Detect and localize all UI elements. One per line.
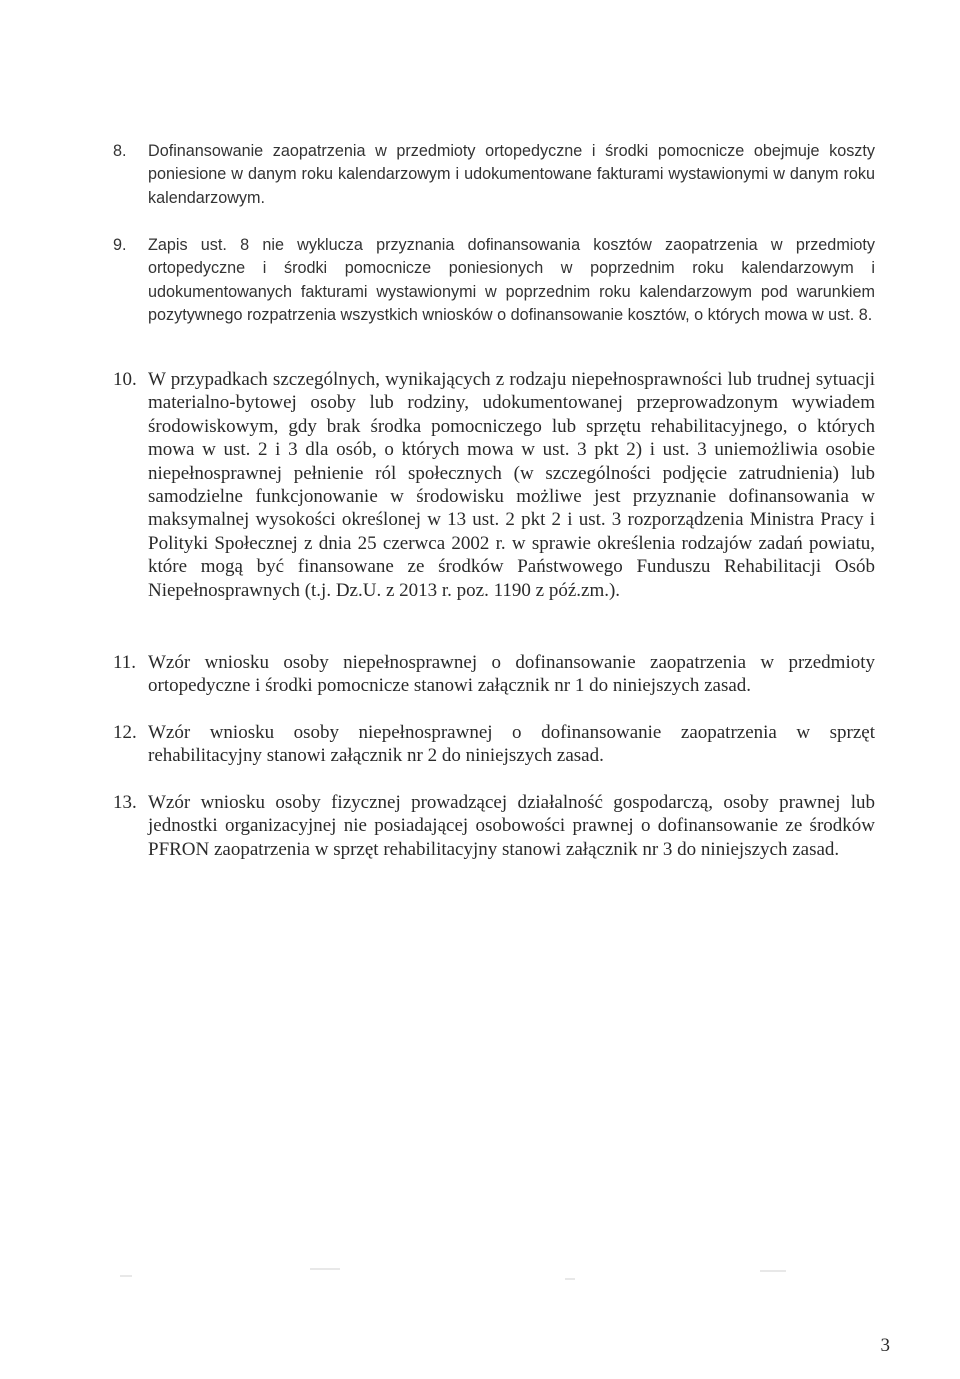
paragraph-number: 9.: [113, 236, 127, 254]
paragraph-number: 13.: [113, 792, 137, 813]
paragraph-number: 8.: [113, 142, 127, 160]
paragraph-number: 12.: [113, 722, 137, 743]
scan-artifact: [565, 1278, 575, 1280]
paragraph-number: 10.: [113, 369, 137, 390]
paragraph-10: [113, 368, 875, 602]
page-number: 3: [880, 1335, 890, 1356]
scan-artifact: [310, 1268, 340, 1270]
paragraph-text: Wzór wniosku osoby niepełnosprawnej o dofinansowanie zaopatrzenia w przedmioty ortopedyczne i środki pomocnicze stanowi załącznik nr 1 do niniejszych zasad.: [148, 652, 875, 697]
paragraph-8: [113, 140, 875, 210]
paragraph-number: 11.: [113, 652, 137, 673]
paragraph-11: [113, 651, 875, 698]
paragraph-12: [113, 721, 875, 768]
scan-artifact: [760, 1270, 786, 1272]
paragraph-text: Wzór wniosku osoby niepełnosprawnej o dofinansowanie zaopatrzenia w sprzęt rehabilitacyjny stanowi załącznik nr 2 do niniejszych zasad.: [148, 722, 875, 767]
paragraph-13: [113, 791, 875, 861]
paragraph-text: W przypadkach szczególnych, wynikających z rodzaju niepełnosprawności lub trudnej sytuacji materialno-bytowej osoby lub rodziny, udokumentowanej przeprowadzonym wywiadem środowiskowym, gdy brak środka pomocniczego lub sprzętu rehabilitacyjnego, o których mowa w ust. 2 i 3 dla osób, o których mowa w ust. 3 pkt 2) i ust. 3 uniemożliwia osobie niepełnosprawnej pełnienie ról społecznych (w szczególności podjęcie zatrudnienia) lub samodzielne funkcjonowanie w środowisku możliwe jest przyznanie dofinansowania w maksymalnej wysokości określonej w 13 ust. 2 pkt 2 i ust. 3 rozporządzenia Ministra Pracy i Polityki Społecznej z dnia 25 czerwca 2002 r. w sprawie określenia rodzajów zadań powiatu, które mogą być finansowane ze środków Państwowego Funduszu Rehabilitacji Osób Niepełnosprawnych (t.j. Dz.U. z 2013 r. poz. 1190 z póź.zm.).: [148, 369, 875, 601]
paragraph-9: [113, 234, 875, 328]
paragraph-text: Zapis ust. 8 nie wyklucza przyznania dofinansowania kosztów zaopatrzenia w przedmioty ortopedyczne i środki pomocnicze poniesionych w poprzednim roku kalendarzowym i udokumentowanych fakturami wystawionymi w poprzednim roku kalendarzowym pod warunkiem pozytywnego rozpatrzenia wszystkich wniosków o dofinansowanie kosztów, o których mowa w ust. 8.: [148, 236, 875, 325]
scan-artifact: [120, 1275, 132, 1277]
paragraph-text: Dofinansowanie zaopatrzenia w przedmioty ortopedyczne i środki pomocnicze obejmuje koszty poniesione w danym roku kalendarzowym i udokumentowane fakturami wystawionymi w danym roku kalendarzowym.: [148, 142, 875, 207]
paragraph-text: Wzór wniosku osoby fizycznej prowadzącej działalność gospodarczą, osoby prawnej lub jednostki organizacyjnej nie posiadającej osobowości prawnej o dofinansowanie ze środków PFRON zaopatrzenia w sprzęt rehabilitacyjny stanowi załącznik nr 3 do niniejszych zasad.: [148, 792, 875, 860]
